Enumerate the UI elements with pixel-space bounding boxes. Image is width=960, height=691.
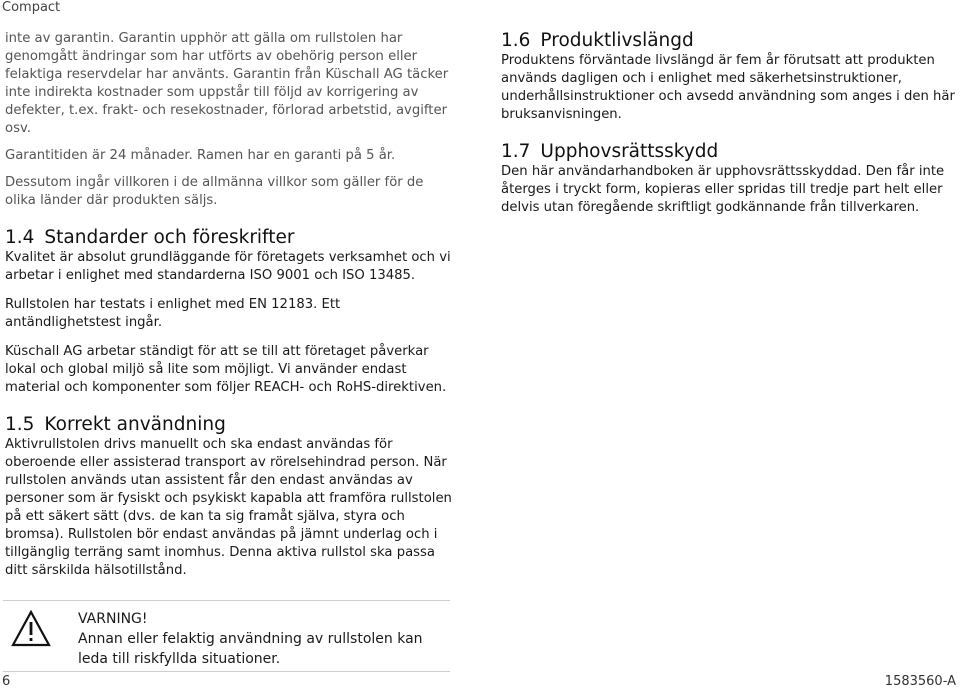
warning-title: VARNING! — [78, 611, 148, 627]
section-title: Standarder och föreskrifter — [44, 227, 295, 248]
lifespan-paragraph: Produktens förväntade livslängd är fem år förutsatt att produkten används dagligen och i enlighet med säkerhetsinstruktioner, underhållsinstruktioner och avsedd användning som anges i den här bruksanvisningen. — [501, 53, 955, 122]
warning-text-block — [78, 609, 448, 669]
section-1-5 — [5, 414, 455, 580]
running-header: Compact — [2, 0, 61, 15]
section-1-7 — [501, 141, 956, 217]
warning-triangle-icon — [11, 610, 51, 648]
section-1-7-heading — [501, 141, 956, 163]
warranty-period-paragraph: Garantitiden är 24 månader. Ramen har en garanti på 5 år. — [5, 148, 396, 163]
quality-paragraph: Kvalitet är absolut grundläggande för företagets verksamhet och vi arbetar i enlighet med standarderna ISO 9001 och ISO 13485. — [5, 250, 451, 283]
document-code: 1583560-A — [884, 674, 956, 689]
section-1-6 — [501, 30, 956, 124]
section-number: 1.6 — [501, 30, 531, 51]
section-title: Korrekt användning — [44, 414, 226, 435]
warranty-paragraph: inte av garantin. Garantin upphör att gälla om rullstolen har genomgått ändringar som har utförts av obehörig person eller felaktiga reservdelar har använts. Garantin från Küschall AG täcker inte indirekta kostnader som uppstår till följd av korrigering av defekter, t.ex. frakt- och resekostnader, förlorad arbetstid, avgifter osv. — [5, 31, 449, 136]
section-number: 1.4 — [5, 227, 35, 248]
section-number: 1.7 — [501, 141, 531, 162]
warning-message: Annan eller felaktig användning av rullstolen kan leda till riskfyllda situationer. — [78, 631, 423, 667]
warning-box — [3, 600, 450, 672]
section-1-4-heading — [5, 227, 455, 249]
page-number: 6 — [2, 674, 11, 689]
section-1-4 — [5, 227, 455, 397]
section-title: Produktlivslängd — [540, 30, 694, 51]
right-column — [501, 30, 956, 217]
section-title: Upphovsrättsskydd — [540, 141, 719, 162]
intended-use-paragraph: Aktivrullstolen drivs manuellt och ska endast användas för oberoende eller assisterad transport av rörelsehindrad person. När rullstolen används utan assistent får den endast användas av personer som är fysiskt och psykiskt kapabla att framföra rullstolen på ett säkert sätt (dvs. de kan ta sig framåt själva, styra och bromsa). Rullstolen bör endast användas på jämnt underlag och i tillgänglig terräng samt inomhus. Denna aktiva rullstol ska passa ditt särskilda hälsotillstånd. — [5, 437, 452, 578]
terms-paragraph: Dessutom ingår villkoren i de allmänna villkor som gäller för de olika länder där produkten säljs. — [5, 175, 424, 208]
section-number: 1.5 — [5, 414, 35, 435]
copyright-paragraph: Den här användarhandboken är upphovsrättsskyddad. Den får inte återges i tryckt form, kopieras eller spridas till tredje part helt eller delvis utan föregående skriftligt godkännande från tillverkaren. — [501, 164, 945, 215]
left-column — [5, 30, 455, 580]
section-1-6-heading — [501, 30, 956, 52]
section-1-5-heading — [5, 414, 455, 436]
testing-paragraph: Rullstolen har testats i enlighet med EN 12183. Ett antändlighetstest ingår. — [5, 297, 341, 330]
environment-paragraph: Küschall AG arbetar ständigt för att se till att företaget påverkar lokal och global miljö så lite som möjligt. Vi använder endast material och komponenter som följer REACH- och RoHS-direktiven. — [5, 344, 447, 395]
